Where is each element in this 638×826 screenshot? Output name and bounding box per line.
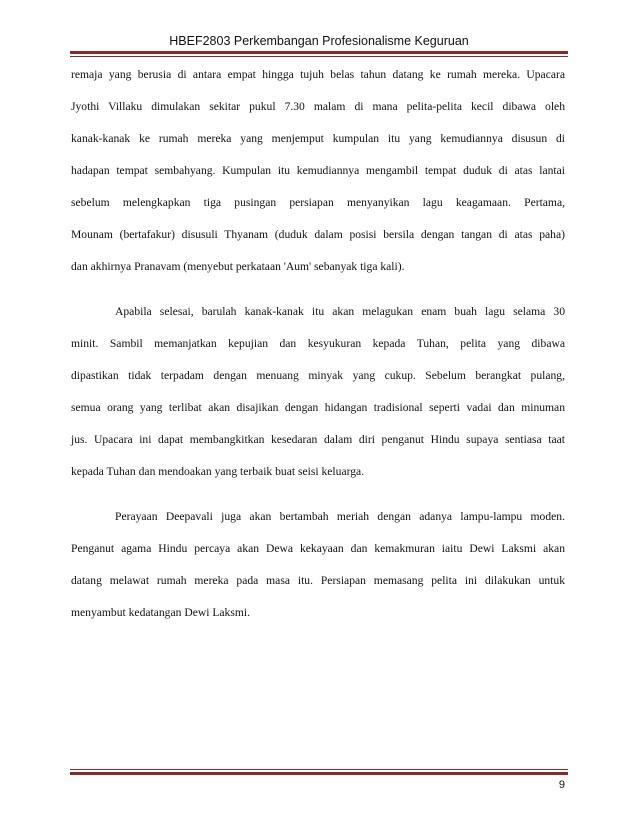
paragraph-line: Mounam (bertafakur) disusuli Thyanam (duduk dalam posisi bersila dengan tangan di atas paha) [71, 228, 565, 241]
paragraph-line: jus. Upacara ini dapat membangkitkan kesedaran dalam diri penganut Hindu supaya sentiasa taat [71, 433, 565, 446]
footer-rule-thin [70, 769, 568, 770]
paragraph-line: hadapan tempat sembahyang. Kumpulan itu kemudiannya mengambil tempat duduk di atas lantai [71, 164, 565, 177]
header-rule-thick [70, 51, 568, 54]
page-header-title: HBEF2803 Perkembangan Profesionalisme Keguruan [169, 34, 469, 48]
paragraph-line: Penganut agama Hindu percaya akan Dewa kekayaan dan kemakmuran iaitu Dewi Laksmi akan [71, 542, 565, 555]
header-rule-thin [70, 56, 568, 57]
paragraph-line: remaja yang berusia di antara empat hingga tujuh belas tahun datang ke rumah mereka. Upacara [71, 68, 565, 81]
paragraph-line: dipastikan tidak terpadam dengan menuang minyak yang cukup. Sebelum berangkat pulang, [71, 369, 565, 382]
paragraph-line: kepada Tuhan dan mendoakan yang terbaik buat seisi keluarga. [71, 465, 365, 478]
paragraph-line: sebelum melengkapkan tiga pusingan persiapan menyanyikan lagu keagamaan. Pertama, [71, 196, 565, 209]
paragraph-line: Perayaan Deepavali juga akan bertambah meriah dengan adanya lampu-lampu moden. [115, 510, 565, 523]
paragraph-line: kanak-kanak ke rumah mereka yang menjemput kumpulan itu yang kemudiannya disusun di [71, 132, 565, 145]
footer-rule-thick [70, 772, 568, 775]
paragraph-line: menyambut kedatangan Dewi Laksmi. [71, 606, 251, 619]
paragraph-line: minit. Sambil memanjatkan kepujian dan kesyukuran kepada Tuhan, pelita yang dibawa [71, 337, 565, 350]
paragraph-line: semua orang yang terlibat akan disajikan dengan hidangan tradisional seperti vadai dan minuman [71, 401, 565, 414]
paragraph-line: datang melawat rumah mereka pada masa itu. Persiapan memasang pelita ini dilakukan untuk [71, 574, 565, 587]
paragraph-line: dan akhirnya Pranavam (menyebut perkataan 'Aum' sebanyak tiga kali). [71, 260, 405, 273]
paragraph-line: Jyothi Villaku dimulakan sekitar pukul 7.30 malam di mana pelita-pelita kecil dibawa oleh [71, 100, 565, 113]
paragraph-line: Apabila selesai, barulah kanak-kanak itu akan melagukan enam buah lagu selama 30 [115, 305, 565, 318]
page-number: 9 [558, 779, 565, 791]
